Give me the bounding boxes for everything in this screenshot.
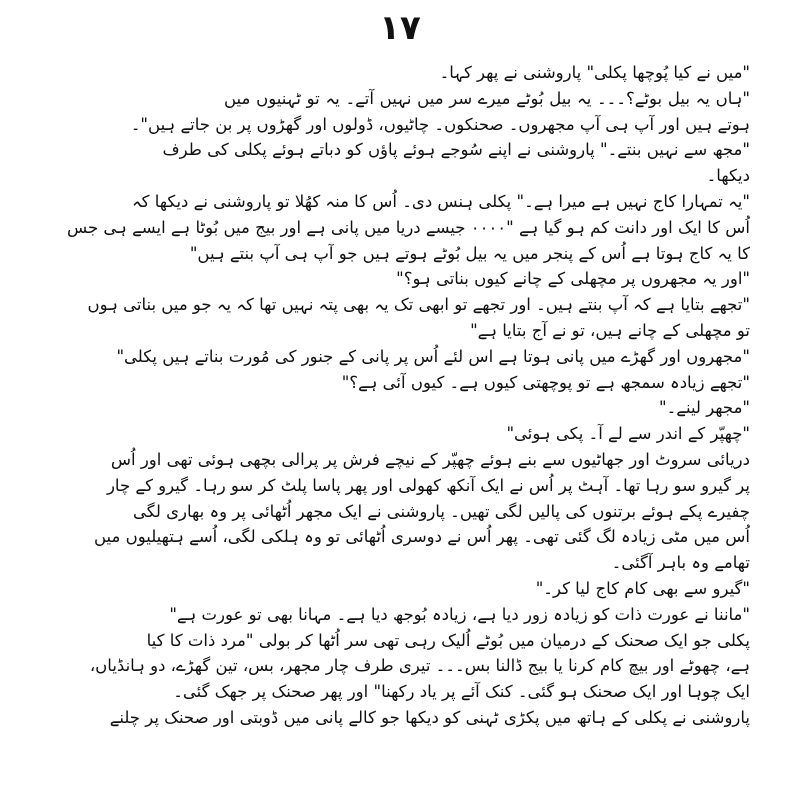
text-line: "مجھ سے نہیں بنتے۔" پاروشنی نے اپنے سُوجے ہوئے پاؤں کو دباتے ہوئے پکلی کی طرف: [162, 140, 750, 160]
urdu-text-block: [66, 60, 750, 800]
text-line: پر گیرو سو رہا تھا۔ آہٹ پر اُس نے ایک آنکھ کھولی اور پھر پاسا پلٹ کر سو رہا۔ گیرو کے چار: [106, 475, 750, 495]
text-line: ہوتے ہیں اور آپ ہی آپ مجھروں۔ صحنکوں۔ چاٹیوں، ڈولوں اور گھڑوں پر بن جاتے ہیں"۔: [130, 114, 750, 134]
text-line: کا یہ کاج ہوتا ہے اُس کے پنجر میں یہ بیل بُوٹے ہوتے ہیں جو آپ ہی آپ بنتے ہیں": [189, 243, 750, 263]
text-line: "چھپّر کے اندر سے لے آ۔ پکی ہوئی": [506, 424, 750, 444]
text-line: "ماننا نے عورت ذات کو زیادہ زور دیا ہے، زیادہ بُوجھ دیا ہے۔ مہانا بھی تو عورت ہے": [169, 604, 750, 624]
text-line: دریائی سروٹ اور جھاٹیوں سے بنے ہوئے چھپّر کے نیچے فرش پر پرالی بچھی ہوئی تھی اور اُس: [110, 449, 750, 469]
text-line: "مجھر لینے۔": [659, 398, 750, 418]
text-line: چفیرے پکے ہوئے برتنوں کی پالیں لگی تھیں۔ پاروشنی نے ایک مجھر اُٹھائی پر وہ بھاری لگی: [132, 501, 750, 521]
text-line: پاروشنی نے پکلی کے ہاتھ میں پکڑی ٹہنی کو دیکھا جو کالے پانی میں ڈوبتی اور صحنک پر چلنے: [109, 707, 750, 727]
text-line: ایک چوہا اور ایک صحنک ہو گئی۔ کنک آئے پر یاد رکھنا" اور پھر صحنک پر جھک گئی۔: [173, 682, 750, 702]
text-line: "یہ تمہارا کاج نہیں ہے میرا ہے۔" پکلی ہنس دی۔ اُس کا منہ کھُلا تو پاروشنی نے دیکھا کہ: [131, 191, 750, 211]
text-line: تھامے وہ باہر آگئی۔: [611, 553, 750, 573]
text-line: اُس کا ایک اور دانت کم ہو گیا ہے "۰۰۰۰ جیسے دریا میں پانی ہے اور بیج میں بُوٹا ہے ایسے ہی جس: [66, 217, 750, 237]
text-line: ہے، چھوٹے اور بیچ کام کرنا یا بیج ڈالنا بس۔۔۔ تیری طرف چار مجھر، بس، تین گھڑے، دو ہانڈیاں،: [89, 656, 750, 676]
text-line: "گیرو سے بھی کام کاج لیا کر۔": [535, 578, 750, 598]
text-line: "مجھروں اور گھڑے میں پانی ہوتا ہے اس لئے اُس پر پانی کے جنور کی مُورت بناتے ہیں پکلی": [116, 346, 750, 366]
text-line: "ہاں یہ بیل بوٹے؟۔۔۔ یہ بیل بُوٹے میرے سر میں نہیں آتے۔ یہ تو ٹہنیوں میں: [224, 88, 750, 108]
text-line: دیکھا۔: [706, 166, 750, 186]
text-line: "تجھے بتایا ہے کہ آپ بنتے ہیں۔ اور تجھے تو ابھی تک یہ بھی پتہ نہیں تھا کہ یہ جو میں بناتی ہوں: [87, 295, 750, 315]
text-line: پکلی جو ایک صحنک کے درمیان میں بُوٹے اُلیک رہی تھی سر اُٹھا کر بولی "مرد ذات کا کیا: [146, 630, 750, 650]
page-number: ۱۷: [379, 8, 421, 48]
text-line: اُس میں مٹی زیادہ لگ گئی تھی۔ پھر اُس نے دوسری اُٹھائی تو وہ ہلکی لگی، اُسے ہتھیلیوں میں: [93, 527, 750, 547]
text-line: "تجھے زیادہ سمجھ ہے تو پوچھتی کیوں ہے۔ کیوں آئی ہے؟": [341, 372, 750, 392]
text-line: "میں نے کیا پُوچھا پکلی" پاروشنی نے پھر کہا۔: [439, 63, 750, 82]
text-line: "اور یہ مجھروں پر مچھلی کے چانے کیوں بناتی ہو؟": [396, 269, 750, 289]
text-line: تو مچھلی کے چانے ہیں، تو نے آج بتایا ہے": [470, 320, 750, 340]
